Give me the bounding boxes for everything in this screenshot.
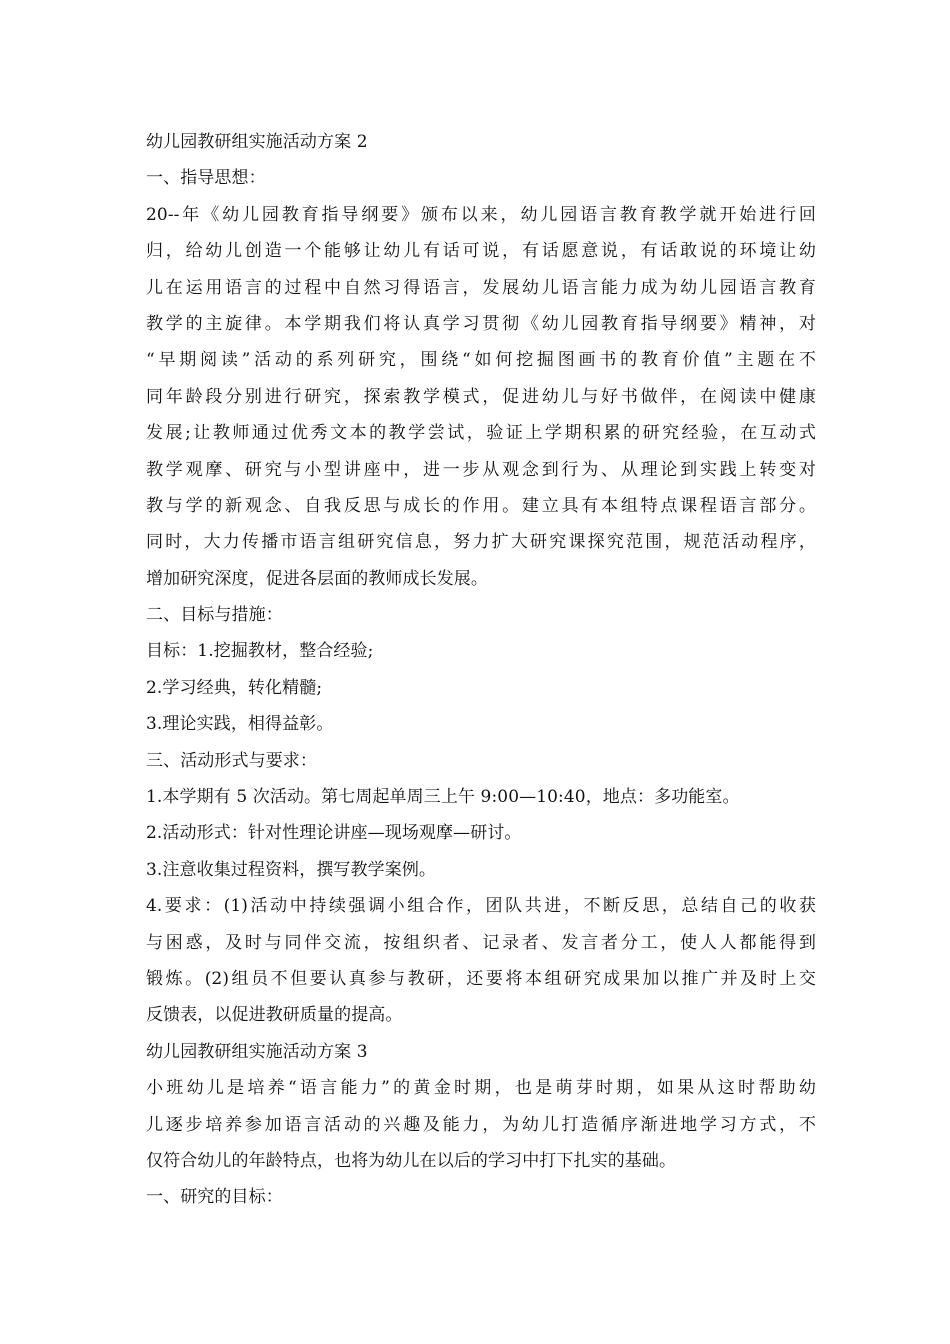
paragraph-line: 增加研究深度，促进各层面的教师成长发展。 [146, 568, 488, 589]
paragraph-line: 同年龄段分别进行研究，探索教学模式，促进幼儿与好书做伴，在阅读中健康 [146, 386, 816, 407]
paragraph-line: 20--年《幼儿园教育指导纲要》颁布以来，幼儿园语言教育教学就开始进行回 [146, 204, 816, 225]
section-heading: 幼儿园教研组实施活动方案 2 [146, 132, 368, 152]
list-item: 目标：1.挖掘教材，整合经验; [146, 641, 374, 662]
list-item: 2.活动形式：针对性理论讲座—现场观摩—研讨。 [146, 823, 522, 844]
paragraph-line: 发展;让教师通过优秀文本的教学尝试，验证上学期积累的研究经验，在互动式 [146, 423, 816, 444]
paragraph-line: 教学的主旋律。本学期我们将认真学习贯彻《幼儿园教育指导纲要》精神，对 [146, 313, 816, 334]
paragraph-line: 同时，大力传播市语言组研究信息，努力扩大研究课探究范围，规范活动程序， [146, 532, 816, 553]
paragraph-line: 教与学的新观念、自我反思与成长的作用。建立具有本组特点课程语言部分。 [146, 495, 816, 516]
list-item: 3.注意收集过程资料，撰写教学案例。 [146, 859, 437, 880]
paragraph-line: 反馈表，以促进教研质量的提高。 [146, 1005, 403, 1026]
list-item: 2.学习经典，转化精髓; [146, 677, 323, 698]
paragraph-line: 儿在运用语言的过程中自然习得语言，发展幼儿语言能力成为幼儿园语言教育 [146, 277, 816, 298]
paragraph-line: 仅符合幼儿的年龄特点，也将为幼儿在以后的学习中打下扎实的基础。 [146, 1150, 677, 1171]
list-item: 4.要求：(1)活动中持续强调小组合作，团队共进，不断反思，总结自己的收获 [146, 896, 816, 917]
section-heading: 幼儿园教研组实施活动方案 3 [146, 1041, 368, 1062]
subsection-heading: 二、目标与措施： [146, 605, 283, 626]
list-item: 3.理论实践，相得益彰。 [146, 714, 334, 735]
paragraph-line: 小班幼儿是培养“语言能力”的黄金时期，也是萌芽时期，如果从这时帮助幼 [146, 1078, 816, 1099]
document-body [146, 124, 816, 1216]
subsection-heading: 三、活动形式与要求： [146, 750, 317, 771]
paragraph-line: 儿逐步培养参加语言活动的兴趣及能力，为幼儿打造循序渐进地学习方式，不 [146, 1114, 816, 1135]
paragraph-line: 与困惑，及时与同伴交流，按组织者、记录者、发言者分工，使人人都能得到 [146, 932, 816, 953]
paragraph-line: “早期阅读”活动的系列研究，围绕“如何挖掘图画书的教育价值”主题在不 [146, 350, 816, 371]
paragraph-line: 归，给幼儿创造一个能够让幼儿有话可说，有话愿意说，有话敢说的环境让幼 [146, 241, 816, 262]
subsection-heading: 一、指导思想： [146, 168, 266, 189]
subsection-heading: 一、研究的目标： [146, 1187, 283, 1208]
paragraph-line: 教学观摩、研究与小型讲座中，进一步从观念到行为、从理论到实践上转变对 [146, 459, 816, 480]
paragraph-line: 锻炼。(2)组员不但要认真参与教研，还要将本组研究成果加以推广并及时上交 [146, 968, 816, 989]
list-item: 1.本学期有 5 次活动。第七周起单周三上午 9:00—10:40，地点：多功能室。 [146, 787, 740, 808]
